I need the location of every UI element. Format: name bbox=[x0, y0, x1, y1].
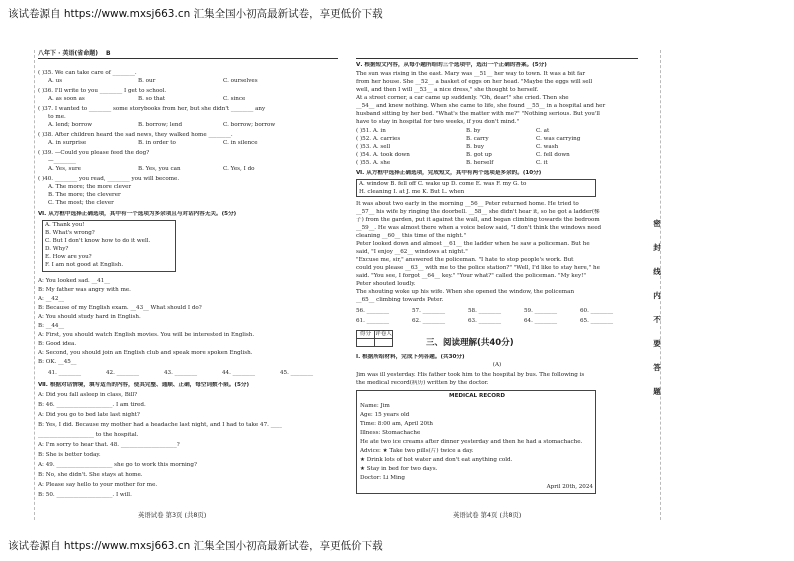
dialog-line: B: __44__ bbox=[38, 323, 65, 329]
q55-option-b: B. herself bbox=[466, 160, 494, 166]
record-line: ★ Drink lots of hot water and don't eat anything cold. bbox=[360, 457, 513, 463]
q53-option-c: C. wash bbox=[536, 144, 559, 150]
seal-char: 内 bbox=[653, 291, 661, 300]
box-option-b: B. What's wrong? bbox=[45, 230, 95, 236]
record-line: Time: 8:00 am, April 20th bbox=[360, 421, 433, 427]
seal-char: 线 bbox=[653, 267, 661, 276]
medical-record-title: MEDICAL RECORD bbox=[449, 393, 505, 399]
score-table bbox=[356, 330, 393, 347]
answer-blank-45[interactable]: 45. ________ bbox=[280, 370, 314, 376]
dialog-line: A: First, you should watch English movies. You will be interested in English. bbox=[38, 332, 255, 338]
dialog2-line: B: Yes, I did. Because my mother had a headache last night, and I had to take 47. ____ bbox=[38, 422, 282, 428]
answer-blank-42[interactable]: 42. ________ bbox=[106, 370, 140, 376]
part-a-label: (A) bbox=[492, 362, 502, 368]
passage-line: have to stay in hospital for two weeks, if you don't mind." bbox=[356, 119, 520, 125]
q37-option-b: B. borrow; lend bbox=[138, 122, 183, 128]
q35-stem: ( )35. We can take care of ________. bbox=[38, 70, 137, 76]
record-line: ★ Stay in bed for two days. bbox=[360, 466, 438, 472]
passage-line: The sun was rising in the east. Mary was __51__ her way to town. It was a bit far bbox=[356, 71, 586, 77]
passage2-line: Peter looked down and almost __61__ the ladder when he saw a policeman. But he bbox=[356, 241, 590, 247]
passage2-line: It was about two early in the morning __56__ Peter returned home. He tried to bbox=[356, 201, 579, 207]
header-version: B bbox=[106, 50, 111, 57]
q36-option-b: B. so that bbox=[138, 96, 166, 102]
answer-blank-57[interactable]: 57. ________ bbox=[412, 308, 446, 314]
passage-line: well, and then I will __53__ a nice dress," she thought to herself. bbox=[356, 87, 539, 93]
option-box bbox=[42, 220, 176, 272]
q40-stem: ( )40. ________ you read, ________ you will become. bbox=[38, 176, 180, 182]
passage-line: from her house. She __52__ a basket of eggs on her head. "Maybe the eggs will sell bbox=[356, 79, 593, 85]
q37-stem-2: to me. bbox=[48, 114, 66, 120]
section-1-title: Ⅰ. 根据所给材料，完成下列各题。(共30分) bbox=[356, 354, 465, 360]
passage-line: husband sitting by her bed. "What's the matter with me?" "Nothing serious. But you'll bbox=[356, 111, 600, 117]
passage2-line: __59__. He was almost there when a voice below said, "I don't think the windows need bbox=[356, 225, 602, 231]
score-cell[interactable] bbox=[357, 339, 375, 347]
dialog-line: B: Because of my English exam. __43__ What should I do? bbox=[38, 305, 202, 311]
answer-blank-59[interactable]: 59. ________ bbox=[524, 308, 558, 314]
q39-option-c: C. Yes, I do bbox=[223, 166, 255, 172]
answer-blank-61[interactable]: 61. ________ bbox=[356, 318, 390, 324]
box-option-e: E. How are you? bbox=[45, 254, 92, 260]
q54-option-c: C. fell down bbox=[536, 152, 570, 158]
dialog-line: A: You should study hard in English. bbox=[38, 314, 141, 320]
record-date: April 20th, 2024 bbox=[546, 484, 593, 490]
q52-option-c: C. was carrying bbox=[536, 136, 581, 142]
q53-option-a: ( )53. A. sell bbox=[356, 144, 391, 150]
passage2-line: __65__ climbing towards Peter. bbox=[356, 297, 444, 303]
score-label: 得分 bbox=[357, 331, 375, 339]
answer-blank-63[interactable]: 63. ________ bbox=[468, 318, 502, 324]
q51-option-b: B. by bbox=[466, 128, 481, 134]
dialog2-line: B: No, she didn't. She stays at home. bbox=[38, 472, 143, 478]
q54-option-a: ( )54. A. took down bbox=[356, 152, 410, 158]
dialog2-line: A: 49. ____________________ she go to work this morning? bbox=[38, 462, 197, 468]
dialog-line: A: You looked sad. __41__ bbox=[38, 278, 110, 284]
passage2-line: cleaning __60__ this time of the night." bbox=[356, 233, 467, 239]
record-line: Advice: ★ Take two pills(片) twice a day. bbox=[360, 448, 474, 454]
q39-option-b: B. Yes, you can bbox=[138, 166, 181, 172]
answer-blank-43[interactable]: 43. ________ bbox=[164, 370, 198, 376]
grader-label: 评卷人 bbox=[375, 331, 392, 338]
exam-sheet bbox=[38, 50, 661, 522]
section-6r-title: Ⅵ. 从方框中选择正确选项，完成短文，其中有两个选项是多余的。(10分) bbox=[356, 170, 542, 176]
passage2-line: could you please __63__ with me to the police station?" "Well, I'd like to stay here," he bbox=[356, 265, 600, 271]
passage2-line: The shouting woke up his wife. When she opened the window, the policeman bbox=[356, 289, 575, 295]
q37-stem: ( )37. I wanted to ________ some storybooks from her, but she didn't ________ any bbox=[38, 106, 266, 112]
box-option-f: F. I am not good at English. bbox=[45, 262, 124, 268]
q37-option-a: A. lend; borrow bbox=[48, 122, 92, 128]
q53-option-b: B. buy bbox=[466, 144, 485, 150]
answer-blank-62[interactable]: 62. ________ bbox=[412, 318, 446, 324]
q35-option-b: B. our bbox=[138, 78, 156, 84]
q52-option-a: ( )52. A. carries bbox=[356, 136, 401, 142]
passage2-line: Peter shouted loudly. bbox=[356, 281, 416, 287]
page-4 bbox=[356, 58, 638, 513]
watermark-top: 该试卷源自 https://www.mxsj663.cn 汇集全国小初高最新试卷，享更低价下载 bbox=[8, 8, 383, 20]
grader-cell[interactable] bbox=[375, 339, 393, 347]
dialog-line: A: Second, you should join an English club and speak more spoken English. bbox=[38, 350, 253, 356]
footer-page-3: 英语试卷 第3页 (共8页) bbox=[138, 511, 207, 519]
q35-option-a: A. us bbox=[48, 78, 63, 84]
dialog-line: B: OK. __45__ bbox=[38, 359, 77, 365]
answer-blank-41[interactable]: 41. ________ bbox=[48, 370, 82, 376]
section-6-title: Ⅵ. 从方框中选择正确选项，其中有一个选项为多余项且与对话内容无关。(5分) bbox=[38, 211, 237, 217]
q40-option-b: B. The more; the cleverer bbox=[48, 192, 121, 198]
box-option-c: C. But I don't know how to do it well. bbox=[45, 238, 151, 244]
q36-stem: ( )36. I'll write to you ________ I get to school. bbox=[38, 88, 167, 94]
q52-option-b: B. carry bbox=[466, 136, 489, 142]
dialog-line: B: Good idea. bbox=[38, 341, 77, 347]
seal-char: 密 bbox=[653, 219, 661, 228]
answer-blank-65[interactable]: 65. ________ bbox=[580, 318, 614, 324]
record-line: Illness: Stomachache bbox=[360, 430, 421, 436]
q38-option-a: A. in surprise bbox=[48, 140, 87, 146]
seal-char: 封 bbox=[653, 243, 661, 252]
q37-option-c: C. borrow; borrow bbox=[223, 122, 276, 128]
dialog2-line: A: Did you go to bed late last night? bbox=[38, 412, 140, 418]
dialog2-line: A: Did you fall asleep in class, Bill? bbox=[38, 392, 138, 398]
q51-option-c: C. at bbox=[536, 128, 550, 134]
passage2-line: said, "I enjoy __62__ windows at night." bbox=[356, 249, 468, 255]
word-box-row-1: A. window B. fell off C. wake up D. come E. was F. my G. to bbox=[359, 181, 527, 187]
answer-blank-64[interactable]: 64. ________ bbox=[524, 318, 558, 324]
word-box-row-2: H. cleaning I. at J. me K. But L. when bbox=[359, 189, 465, 195]
box-option-a: A. Thank you! bbox=[45, 222, 85, 228]
q38-option-b: B. in order to bbox=[138, 140, 176, 146]
q38-stem: ( )38. After children heard the sad news, they walked home ________. bbox=[38, 132, 233, 138]
seal-char: 答 bbox=[653, 363, 661, 372]
dialog2-line: B: 50. ____________________. I will. bbox=[38, 492, 132, 498]
record-line: Age: 15 years old bbox=[360, 412, 410, 418]
q38-option-c: C. in silence bbox=[223, 140, 258, 146]
q51-option-a: ( )51. A. in bbox=[356, 128, 386, 134]
record-line: Doctor: Li Ming bbox=[360, 475, 405, 481]
fold-line-left bbox=[34, 50, 35, 520]
q35-option-c: C. ourselves bbox=[223, 78, 258, 84]
dialog2-line: ____________________ to the hospital. bbox=[38, 432, 139, 438]
dialog2-line: B: She is better today. bbox=[38, 452, 101, 458]
seal-char: 要 bbox=[653, 339, 661, 348]
q40-option-c: C. The most; the clever bbox=[48, 200, 114, 206]
section-7-title: Ⅶ. 根据对话情境，填写适当的内容，使其完整、通顺、正确，每空词数不限。(5分) bbox=[38, 382, 250, 388]
section-3-title: 三、阅读理解(共40分) bbox=[426, 338, 514, 348]
dialog-line: A: __42__ bbox=[38, 296, 65, 302]
record-line: He ate two ice creams after dinner yesterday and then he had a stomachache. bbox=[360, 439, 583, 445]
box-option-d: D. Why? bbox=[45, 246, 69, 252]
q36-option-c: C. since bbox=[223, 96, 246, 102]
dialog2-line: A: Please say hello to your mother for me. bbox=[38, 482, 158, 488]
dialog2-line: A: I'm sorry to hear that. 48. ____________________? bbox=[38, 442, 180, 448]
watermark-bottom: 该试卷源自 https://www.mxsj663.cn 汇集全国小初高最新试卷，享更低价下载 bbox=[8, 540, 383, 552]
answer-blank-60[interactable]: 60. ________ bbox=[580, 308, 614, 314]
answer-blank-58[interactable]: 58. ________ bbox=[468, 308, 502, 314]
intro-line: Jim was ill yesterday. His father took him to the hospital by bus. The following is bbox=[356, 372, 585, 378]
dialog2-line: B: 46. ____________________. I am tired. bbox=[38, 402, 146, 408]
q40-option-a: A. The more; the more clever bbox=[48, 184, 132, 190]
section-5-title: Ⅴ. 根据短文内容，从每小题所给的三个选项中，选出一个正确的答案。(5分) bbox=[356, 62, 547, 68]
header-title: 八年下 · 英语(省命题) bbox=[38, 50, 98, 57]
footer-page-4: 英语试卷 第4页 (共8页) bbox=[453, 511, 522, 519]
passage2-line: __57__ his wife by ringing the doorbell. __58__ she didn't hear it, so he got a ladder(梯 bbox=[356, 209, 600, 215]
word-box bbox=[356, 179, 596, 197]
intro-line: the medical record(病历) written by the doctor. bbox=[356, 380, 489, 386]
passage2-line: said. "You see, I forgot __64__ key." "Your what?" called the policeman. "My key!" bbox=[356, 273, 586, 279]
answer-blank-56[interactable]: 56. ________ bbox=[356, 308, 390, 314]
seal-char: 题 bbox=[653, 387, 661, 396]
passage2-line: 子) from the garden, put it against the wall, and began climbing towards the bedroom bbox=[356, 217, 600, 223]
q39-stem: ( )39. —Could you please feed the dog? bbox=[38, 150, 150, 156]
record-line: Name: Jim bbox=[360, 403, 390, 409]
passage-line: At a street corner, a car came up suddenly. "Oh, dear!" she cried. Then she bbox=[356, 95, 569, 101]
q55-option-c: C. it bbox=[536, 160, 548, 166]
passage2-line: "Excuse me, sir," answered the policeman. "I hate to stop people's work. But bbox=[356, 257, 574, 263]
page-3 bbox=[38, 58, 338, 513]
q36-option-a: A. as soon as bbox=[48, 96, 85, 102]
passage-line: __54__ and knew nothing. When she came to life, she found __55__ in a hospital and her bbox=[356, 103, 606, 109]
q54-option-b: B. got up bbox=[466, 152, 492, 158]
q39-stem-2: —________ bbox=[48, 158, 76, 164]
q55-option-a: ( )55. A. she bbox=[356, 160, 391, 166]
seal-char: 不 bbox=[653, 315, 661, 324]
medical-record-box bbox=[356, 390, 596, 494]
dialog-line: B: My father was angry with me. bbox=[38, 287, 131, 293]
seal-line-notice bbox=[650, 220, 664, 412]
answer-blank-44[interactable]: 44. ________ bbox=[222, 370, 256, 376]
q39-option-a: A. Yes, sure bbox=[48, 166, 81, 172]
